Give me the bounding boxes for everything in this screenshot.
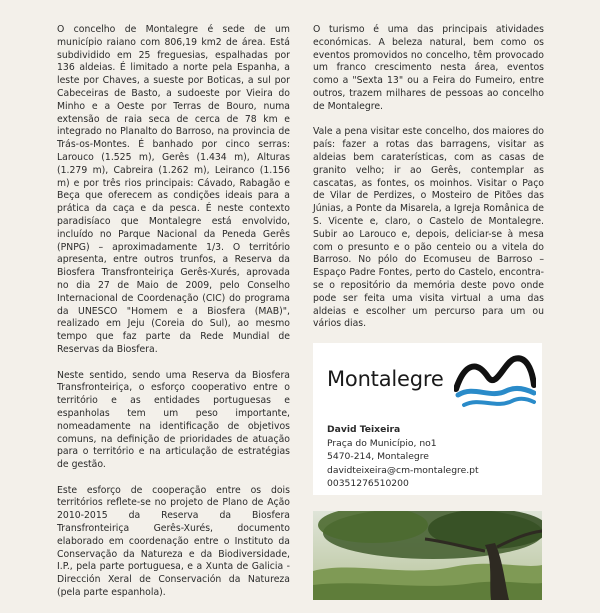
contact-name: David Teixeira — [327, 424, 401, 435]
left-paragraph-3: Este esforço de cooperação entre os dois territórios reflete-se no projeto de Plano de Ação 2010-2015 da Reserva da Biosfera Transfronteiriça Gerês-Xurés, documento elaborado em coordenação entre o Instituto da Conservação da Natureza e da Biodiversidade, I.P., pela parte portuguesa, e a Xunta de Galicia - Dirección Xeral de Conservación da Natureza (pela parte espanhola). — [57, 484, 290, 599]
left-paragraph-1: O concelho de Montalegre é sede de um município raiano com 806,19 km2 de área. Está subdividido em 25 freguesias, espalhadas por 136 aldeias. É limitado a norte pela Espanha, a leste por Chaves, a sueste por Boticas, a sul por Cabeceiras de Basto, a sudoeste por Vieira do Minho e a Oeste por Terras de Bouro, numa extensão de raia seca de cerca de 78 km e integrado no Planalto do Barroso, na provincia de Trás-os-Montes. É banhado por cinco serras: Larouco (1.525 m), Gerês (1.434 m), Alturas (1.279 m), Cabreira (1.262 m), Leiranco (1.156 m) e por três rios principais: Cávado, Rabagão e Beça que oferecem as condições ideais para a prática da caça e da pesca. É neste contexto paradisíaco que Montalegre está envolvido, incluído no Parque Nacional da Peneda Gerês (PNPG) – aproximadamente 1/3. O território apresenta, entre outros trunfos, a Reserva da Biosfera Transfronteiriça Gerês-Xurés, aprovada no dia 27 de Maio de 2009, pelo Conselho Internacional de Coordenação (CIC) do programa da UNESCO "Homem e a Biosfera (MAB)", realizado em Jeju (Coreia do Sul), ao mesmo tempo que faz parte da Rede Mundial de Reservas da Biosfera. — [57, 24, 290, 355]
contact-email[interactable]: davidteixeira@cm-montalegre.pt — [327, 464, 479, 476]
right-paragraph-2: Vale a pena visitar este concelho, dos maiores do país: fazer a rotas das barragens, visitar as aldeias bem caraterísticas, com as casas de granito velho; ir ao Gerês, contemplar as cascatas, as fontes, os moinhos. Visitar o Paço de Vilar de Perdizes, o Mosteiro de Pitões das Júnias, a Ponte da Misarela, a Igreja Românica de S. Vicente e, claro, o Castelo de Montalegre. Subir ao Larouco e, depois, deliciar-se à mesa com o presunto e o pão centeio ou a vitela do Barroso. No pólo do Ecomuseu de Barroso – Espaço Padre Fontes, perto do Castelo, encontra-se o repositório da memória deste povo onde pode ser feita uma visita virtual a uma das aldeias e escolher um percurso para um ou vários dias. — [313, 126, 544, 330]
logo-text: Montalegre — [327, 367, 444, 391]
montalegre-logo-icon — [454, 355, 536, 411]
contact-address: Praça do Município, no1 — [327, 437, 437, 449]
landscape-photo — [313, 511, 542, 600]
contact-details — [327, 423, 479, 491]
contact-postal: 5470-214, Montalegre — [327, 451, 429, 462]
contact-card — [313, 343, 542, 495]
right-paragraph-1: O turismo é uma das principais atividades económicas. A beleza natural, bem como os eventos promovidos no concelho, têm provocado um franco crescimento nesta área, eventos como a "Sexta 13" ou a Feira do Fumeiro, entre outros, trazem milhares de pessoas ao concelho de Montalegre. — [313, 24, 544, 112]
montalegre-logo — [327, 355, 527, 413]
left-column — [57, 24, 290, 613]
left-paragraph-2: Neste sentido, sendo uma Reserva da Biosfera Transfronteiriça, o esforço cooperativo entre o território e as entidades portuguesas e espanholas tem um peso importante, nomeadamente na identificação de objetivos comuns, na definição de prioridades de atuação para o território e na articulação de estratégias de gestão. — [57, 369, 290, 471]
landscape-illustration — [313, 511, 542, 600]
right-column — [313, 24, 544, 344]
contact-phone: 00351276510200 — [327, 478, 409, 489]
